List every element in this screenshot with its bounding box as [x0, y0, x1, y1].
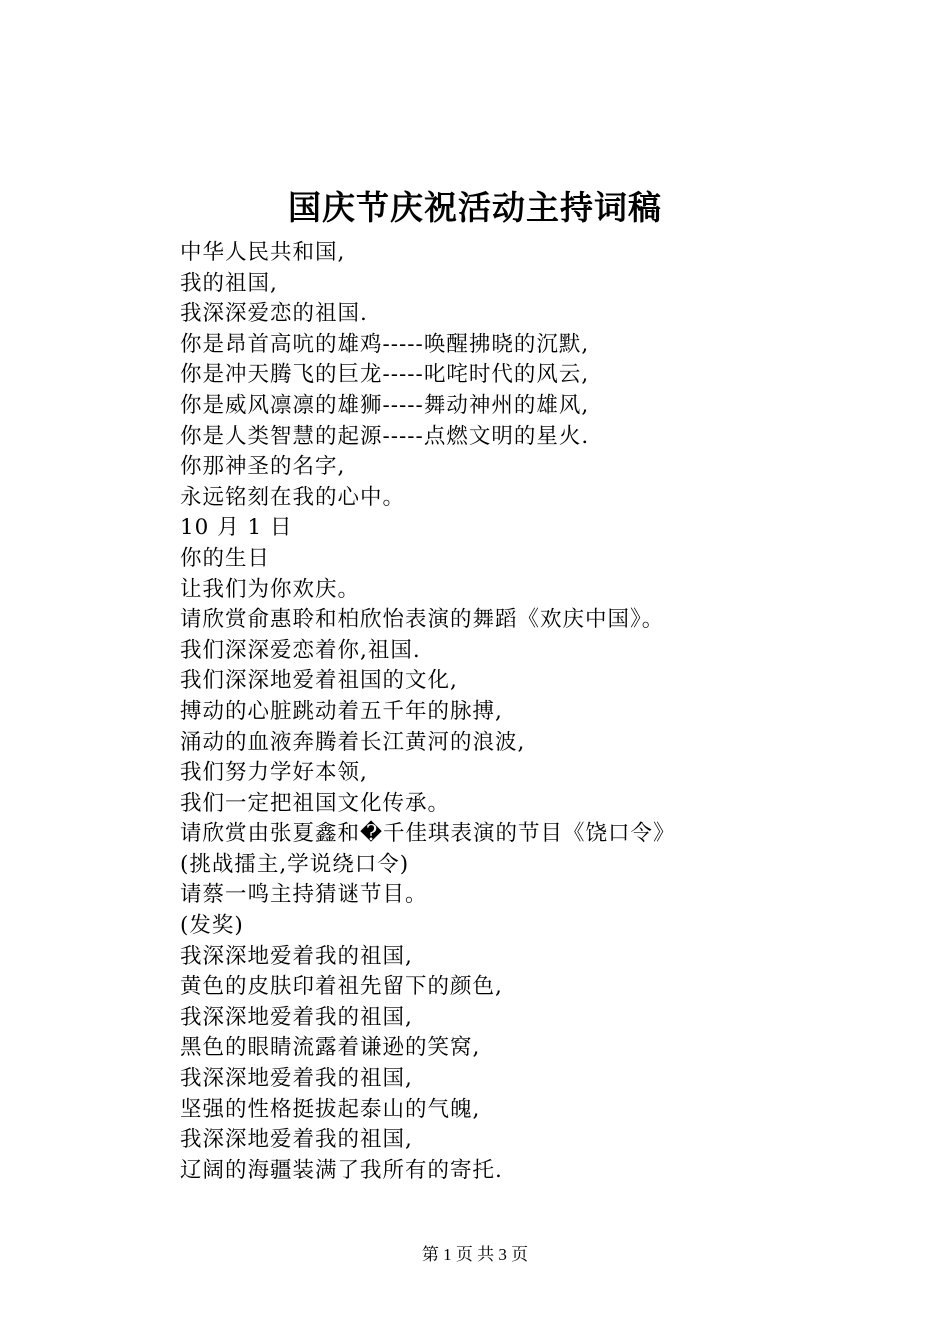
- text-line: 永远铭刻在我的心中。: [180, 484, 406, 510]
- text-line: 我深深地爱着我的祖国,: [180, 1127, 413, 1153]
- text-line: 请欣赏俞惠聆和柏欣怡表演的舞蹈《欢庆中国》。: [180, 607, 665, 633]
- document-body: [180, 238, 920, 1186]
- text-line: 我们深深地爱着祖国的文化,: [180, 668, 458, 694]
- text-line: 辽阔的海疆装满了我所有的寄托.: [180, 1157, 503, 1183]
- text-line: 我深深地爱着我的祖国,: [180, 1066, 413, 1092]
- document-title: 国庆节庆祝活动主持词稿: [288, 188, 662, 227]
- text-line: 你是人类智慧的起源-----点燃文明的星火.: [180, 423, 590, 449]
- text-line: 10 月 1 日: [180, 515, 293, 541]
- text-line: 坚强的性格挺拔起泰山的气魄,: [180, 1096, 481, 1122]
- text-line: 你那神圣的名字,: [180, 454, 346, 480]
- text-line: 黑色的眼睛流露着谦逊的笑窝,: [180, 1035, 481, 1061]
- text-line: 涌动的血液奔腾着长江黄河的浪波,: [180, 729, 526, 755]
- text-line: 你的生日: [180, 545, 271, 571]
- text-line: 我深深爱恋的祖国.: [180, 301, 368, 327]
- text-line: 我深深地爱着我的祖国,: [180, 1004, 413, 1030]
- text-line: 黄色的皮肤印着祖先留下的颜色,: [180, 974, 503, 1000]
- text-line: 你是冲天腾飞的巨龙-----叱咤时代的风云,: [180, 362, 590, 388]
- text-line: (挑战擂主,学说绕口令): [180, 851, 410, 877]
- text-line: 你是威风凛凛的雄狮-----舞动神州的雄风,: [180, 392, 590, 418]
- text-line: 让我们为你欢庆。: [180, 576, 361, 602]
- page-number-footer: 第 1 页 共 3 页: [421, 1245, 529, 1264]
- text-line: 我的祖国,: [180, 270, 278, 296]
- text-line: 我深深地爱着我的祖国,: [180, 943, 413, 969]
- text-line: 我们努力学好本领,: [180, 760, 368, 786]
- text-line: 我们一定把祖国文化传承。: [180, 790, 451, 816]
- text-line: 你是昂首高吭的雄鸡-----唤醒拂晓的沉默,: [180, 331, 590, 357]
- text-line: 请蔡一鸣主持猜谜节目。: [180, 882, 428, 908]
- text-line: 中华人民共和国,: [180, 240, 346, 265]
- text-line: (发奖): [180, 913, 244, 939]
- text-line: 我们深深爱恋着你,祖国.: [180, 637, 421, 663]
- text-line: 请欣赏由张夏鑫和�千佳琪表演的节目《饶口令》: [180, 821, 676, 847]
- text-line: 搏动的心脏跳动着五千年的脉搏,: [180, 698, 503, 724]
